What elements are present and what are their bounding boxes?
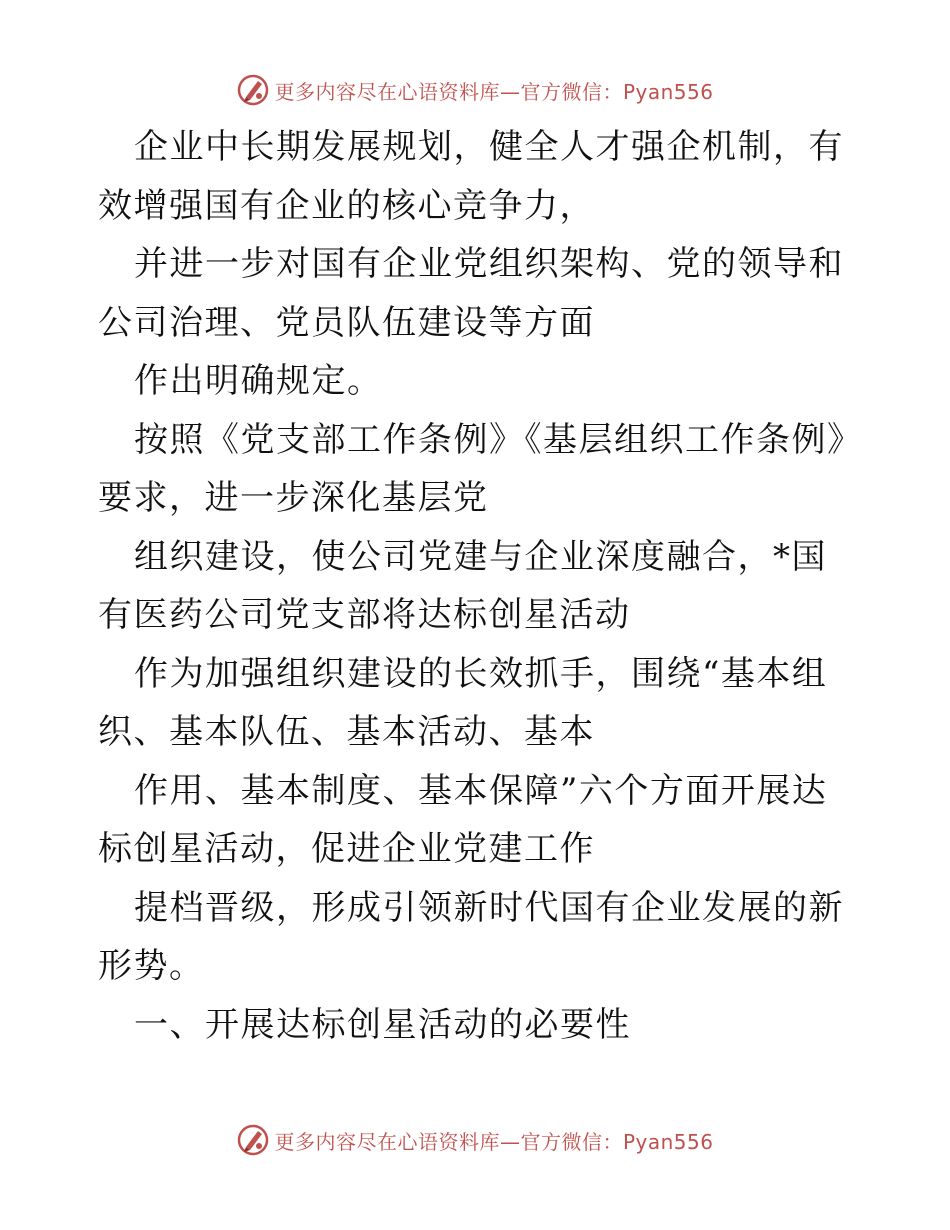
section-heading: 一、开展达标创星活动的必要性 — [134, 1004, 631, 1045]
paragraph: 作出明确规定。 — [134, 361, 383, 401]
paragraph: 按照《党支部工作条例》《基层组织工作条例》要求，进一步深化基层党 — [98, 419, 846, 518]
paragraph: 组织建设，使公司党建与企业深度融合，*国有医药公司党支部将达标创星活动 — [98, 536, 827, 635]
paragraph: 作用、基本制度、基本保障”六个方面开展达标创星活动，促进企业党建工作 — [98, 770, 828, 869]
header-banner — [0, 70, 950, 110]
paragraph: 企业中长期发展规划，健全人才强企机制，有效增强国有企业的核心竞争力， — [98, 127, 844, 226]
header-banner-text: 更多内容尽在心语资料库—官方微信：Pyan556 — [274, 79, 714, 104]
paragraph: 提档晋级，形成引领新时代国有企业发展的新形势。 — [98, 887, 844, 986]
paragraph: 作为加强组织建设的长效抓手，围绕“基本组织、基本队伍、基本活动、基本 — [98, 653, 828, 752]
pen-seal-logo-icon — [236, 73, 270, 107]
footer-banner — [0, 1120, 950, 1160]
footer-banner-text: 更多内容尽在心语资料库—官方微信：Pyan556 — [274, 1129, 714, 1154]
pen-seal-logo-icon — [236, 1123, 270, 1157]
document-body — [98, 118, 858, 1054]
paragraph: 并进一步对国有企业党组织架构、党的领导和公司治理、党员队伍建设等方面 — [98, 244, 844, 343]
